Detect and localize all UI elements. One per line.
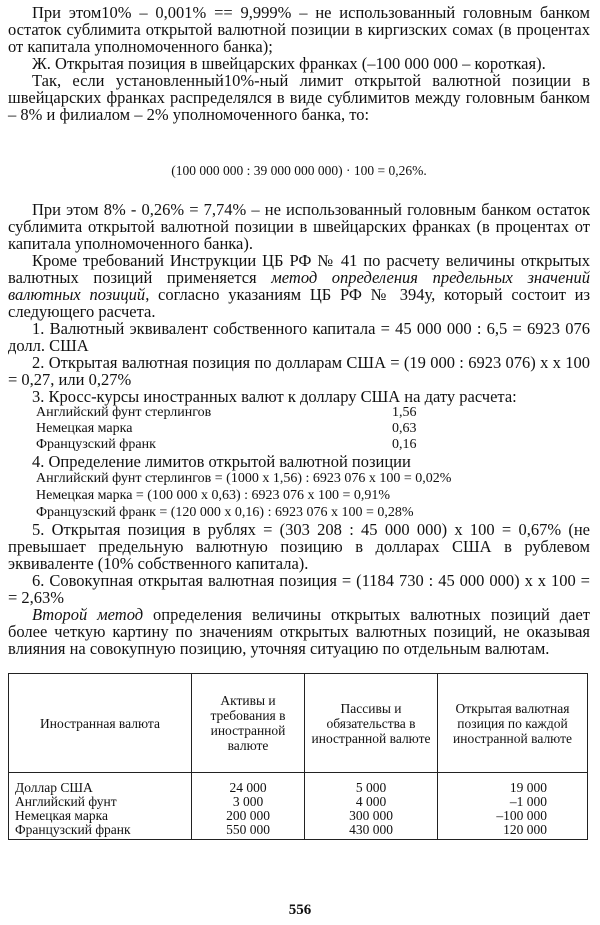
- table-row: [9, 795, 588, 809]
- table-cell: 19 000: [438, 773, 588, 796]
- paragraph-1: При этом10% – 0,001% == 9,999% – не использованный головным банком остаток сублимита открытой валютной позиции в киргизских сомах (в процентах от капитала уполномоченного банка);: [8, 3, 590, 56]
- table-row: [9, 773, 588, 796]
- table-cell: Английский фунт: [9, 795, 192, 809]
- cross-rate-row: [36, 421, 590, 437]
- limit-line: Английский фунт стерлингов = (1000 x 1,56) : 6923 076 x 100 = 0,02%: [36, 471, 452, 486]
- paragraph-5-end: , согласно указаниям ЦБ РФ № 394у, который состоит из следующего расчета.: [8, 285, 590, 321]
- table-header: Иностранная валюта: [9, 674, 192, 773]
- page-number: 556: [288, 902, 312, 918]
- table-cell: 550 000: [192, 823, 305, 840]
- formula: (100 000 000 : 39 000 000 000) · 100 = 0,26%.: [171, 163, 427, 178]
- table-cell: 120 000: [438, 823, 588, 840]
- paragraph-7-end: определения величины открытых валютных позиций дает более четкую картину по значениям открытых валютных позиций, не оказывая влияния на совокупную позицию, уточняя ситуацию по отдельным валютам.: [8, 605, 590, 658]
- table-row: [9, 823, 588, 840]
- table-header: Активы и требования в иностранной валюте: [192, 674, 305, 773]
- item-1: 1. Валютный эквивалент собственного капитала = 45 000 000 : 6,5 = 6923 076 долл. США: [8, 319, 590, 355]
- cross-rate-name: Английский фунт стерлингов: [36, 405, 212, 420]
- cross-rate-name: Французский франк: [36, 437, 156, 452]
- cross-rate-value: 1,56: [392, 405, 417, 420]
- table-header: Пассивы и обязательства в иностранной валюте: [305, 674, 438, 773]
- item-6: 6. Совокупная открытая валютная позиция = (1184 730 : 45 000 000) x x 100 = = 2,63%: [8, 571, 590, 607]
- currency-position-table: [8, 673, 588, 840]
- table-cell: 430 000: [305, 823, 438, 840]
- paragraph-7: [8, 606, 590, 657]
- table-cell: Немецкая марка: [9, 809, 192, 823]
- paragraph-5-start: Кроме требований Инструкции ЦБ РФ № 41 по расчету величины открытых валютных позиций применяется: [8, 251, 590, 287]
- limit-line: Французский франк = (120 000 x 0,16) : 6923 076 x 100 = 0,28%: [36, 505, 414, 520]
- table-cell: 3 000: [192, 795, 305, 809]
- table-header: Открытая валютная позиция по каждой иностранной валюте: [438, 674, 588, 773]
- item-2: 2. Открытая валютная позиция по долларам США = (19 000 : 6923 076) x x 100 = 0,27, или 0,27%: [8, 353, 590, 389]
- paragraph-7-emphasis: Второй метод: [32, 605, 144, 624]
- cross-rates-list: [8, 405, 590, 453]
- paragraph-5: [8, 252, 590, 320]
- table-cell: 200 000: [192, 809, 305, 823]
- table-cell: 24 000: [192, 773, 305, 796]
- item-5: 5. Открытая позиция в рублях = (303 208 : 45 000 000) x 100 = 0,67% (не превышает предельную валютную позицию в долларах США в рублевом эквиваленте (10% собственного капитала).: [8, 520, 590, 573]
- cross-rate-value: 0,16: [392, 437, 417, 452]
- table-cell: 5 000: [305, 773, 438, 796]
- cross-rate-row: [36, 405, 590, 421]
- cross-rate-row: [36, 437, 590, 453]
- document-page: [8, 4, 590, 840]
- table-cell: –100 000: [438, 809, 588, 823]
- paragraph-3: Так, если установленный10%-ный лимит открытой валютной позиции в швейцарских франках распределялся в виде сублимитов между головным банком – 8% и филиалом – 2% уполномоченного банка, то:: [8, 71, 590, 124]
- paragraph-2: Ж. Открытая позиция в швейцарских франках (–100 000 000 – короткая).: [32, 54, 546, 73]
- item-4: 4. Определение лимитов открытой валютной позиции: [32, 452, 411, 471]
- item-3: 3. Кросс-курсы иностранных валют к доллару США на дату расчета:: [32, 387, 517, 406]
- table-cell: Доллар США: [9, 773, 192, 796]
- cross-rate-value: 0,63: [392, 421, 417, 436]
- table-cell: 300 000: [305, 809, 438, 823]
- table-cell: Французский франк: [9, 823, 192, 840]
- cross-rate-name: Немецкая марка: [36, 421, 133, 436]
- table-row: [9, 809, 588, 823]
- paragraph-4: При этом 8% - 0,26% = 7,74% – не использованный головным банком остаток сублимита открытой валютной позиции в швейцарских франках (в процентах от капитала уполномоченного банка).: [8, 200, 590, 253]
- table-cell: 4 000: [305, 795, 438, 809]
- table-header-row: [9, 674, 588, 773]
- paragraph-5-emphasis: метод определения предельных значений валютных позиций: [8, 268, 590, 304]
- table-cell: –1 000: [438, 795, 588, 809]
- limit-line: Немецкая марка = (100 000 x 0,63) : 6923 076 x 100 = 0,91%: [36, 488, 391, 503]
